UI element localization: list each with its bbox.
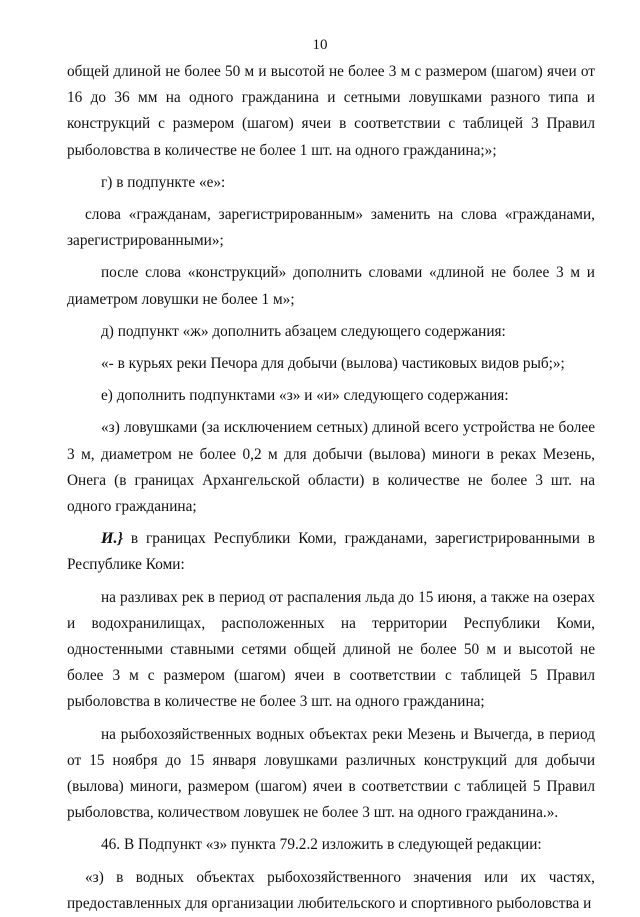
paragraph: на разливах рек в период от распаления льда до 15 июня, а также на озерах и водохранилищах, расположенных на территории Республики Коми, одностенными ставными сетями общей длиной не более 50 м и высотой не более 3 м с размером (шагом) ячеи в соответствии с таблицей 5 Правил рыболовства в количестве не более 3 шт. на одного гражданина; bbox=[67, 588, 595, 711]
paragraph: д) подпункт «ж» дополнить абзацем следующего содержания: bbox=[101, 322, 506, 340]
paragraph: на рыбохозяйственных водных объектах реки Мезень и Вычегда, в период от 15 ноября до 15 января ловушками различных конструкций для добычи (вылова) миноги, размером (шагом) ячеи в соответствии с таблицей 5 Правил рыболовства, количеством ловушек не более 3 шт. на одного гражданина.». bbox=[67, 725, 595, 822]
paragraph: «з) в водных объектах рыбохозяйственного значения или их частях, предоставленных для организации любительского и спортивного рыболовства и bbox=[67, 868, 595, 912]
handwritten-correction: И.} bbox=[101, 530, 124, 548]
paragraph: «- в курьях реки Печора для добычи (вылова) частиковых видов рыб;»; bbox=[101, 355, 565, 373]
document-body bbox=[67, 59, 595, 917]
paragraph: после слова «конструкций» дополнить словами «длиной не более 3 м и диаметром ловушки не более 1 м»; bbox=[67, 264, 595, 308]
paragraph: е) дополнить подпунктами «з» и «и» следующего содержания: bbox=[101, 387, 509, 405]
paragraph: общей длиной не более 50 м и высотой не более 3 м с размером (шагом) ячеи от 16 до 36 мм на одного гражданина и сетными ловушками разного типа и конструкций с размером (шагом) ячеи в соответствии с таблицей 3 Правил рыболовства в количестве не более 1 шт. на одного гражданина;»; bbox=[67, 63, 595, 159]
paragraph bbox=[67, 526, 595, 578]
paragraph: слова «гражданам, зарегистрированным» заменить на слова «гражданами, зарегистрированными»; bbox=[67, 206, 595, 250]
page-number: 10 bbox=[312, 37, 328, 53]
paragraph: 46. В Подпункт «з» пункта 79.2.2 изложить в следующей редакции: bbox=[101, 836, 542, 854]
paragraph-text: в границах Республики Коми, гражданами, зарегистрированными в Республике Коми: bbox=[67, 530, 595, 574]
paragraph: г) в подпункте «е»: bbox=[101, 173, 226, 191]
paragraph: «з) ловушками (за исключением сетных) длиной всего устройства не более 3 м, диаметром не более 0,2 м для добычи (вылова) миноги в реках Мезень, Онега (в границах Архангельской области) в количестве не более 3 шт. на одного гражданина; bbox=[67, 419, 595, 516]
